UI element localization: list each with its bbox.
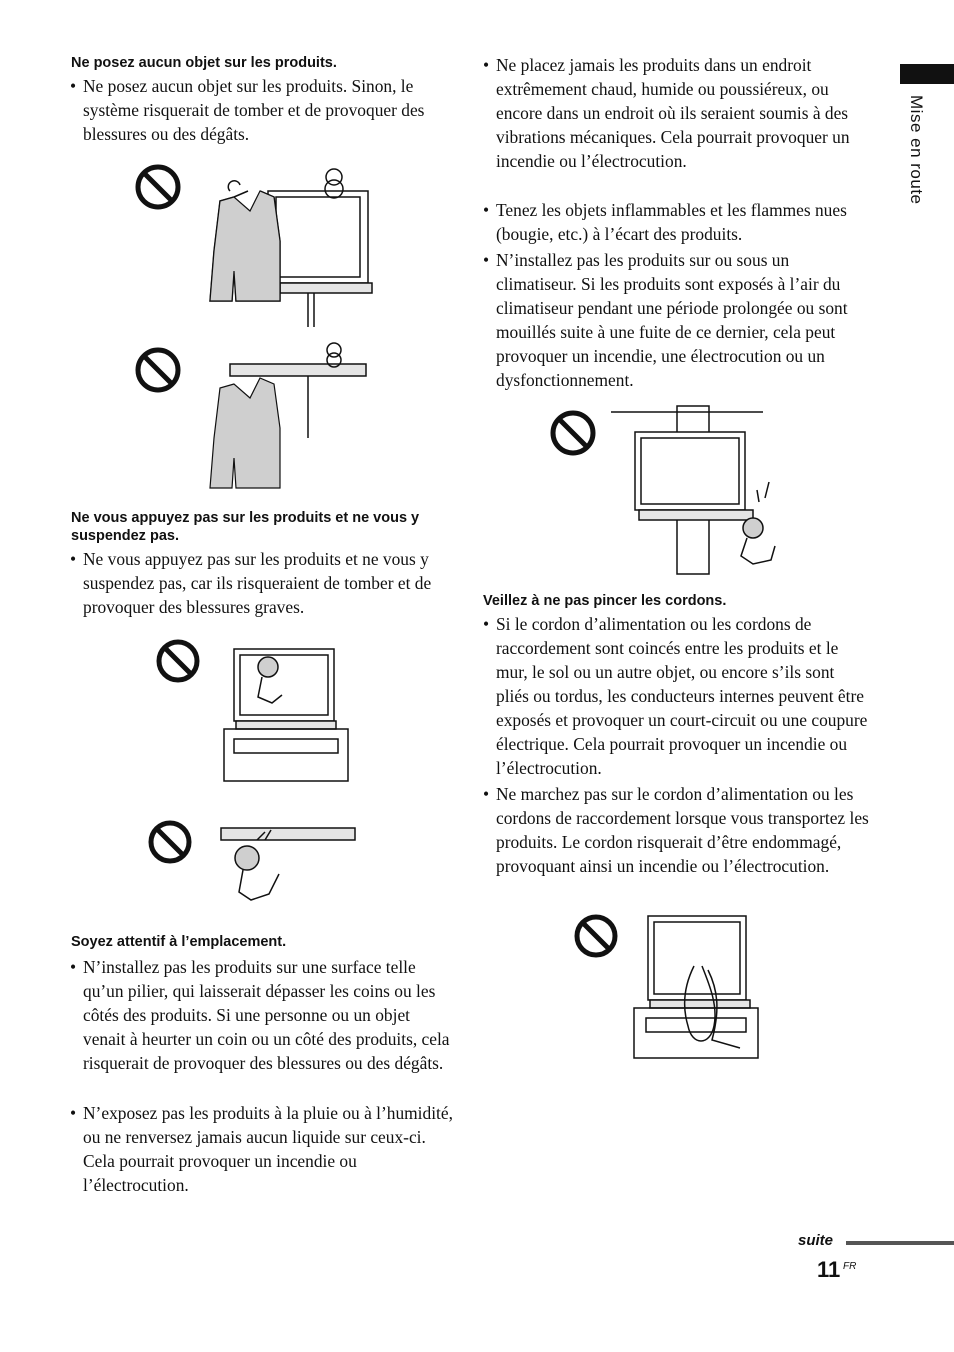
bullet-no-lean: • Ne vous appuyez pas sur les produits et ne vous y suspendez pas, car ils risqueraient de tomber et de provoquer des blessures graves. [70,547,456,619]
continued-bar [846,1241,954,1245]
section-tab-label: Mise en route [907,95,926,205]
bullet-air-conditioner: • N’installez pas les produits sur ou sous un climatiseur. Si les produits sont exposés à l’air du climatiseur pendant une période prolongée ou sont mouillés suite à une fuite de ce dernier, cela peut provoquer un incendie, une électrocution ou un dysfonctionnement. [483,248,869,392]
heading-no-lean: Ne vous appuyez pas sur les produits et ne vous y suspendez pas. [71,510,420,544]
illustration-tv-objects [130,155,390,335]
bullet-flammables: • Tenez les objets inflammables et les flammes nues (bougie, etc.) à l’écart des produits. [483,198,869,246]
heading-no-objects: Ne posez aucun objet sur les produits. [71,55,337,71]
prohibited-icon [138,167,178,207]
heading-location: Soyez attentif à l’emplacement. [71,934,287,950]
bullet-cords-step: • Ne marchez pas sur le cordon d’alimentation ou les cordons de raccordement lorsque vous transportez les produits. Le cordon risquerait d’être endommagé, provoquant ainsi un incendie ou l’électrocution. [483,782,869,878]
continued-label: suite [798,1232,834,1249]
bullet-heat-humidity: • Ne placez jamais les produits dans un endroit extrêmement chaud, humide ou poussiéreux, ou encore dans un endroit où ils seraient soumis à des vibrations mécaniques. Cela pourrait provoquer un incendie ou l’électrocution. [483,53,869,173]
bullet-cords-pinch: • Si le cordon d’alimentation ou les cordons de raccordement sont coincés entre les produits et le mur, le sol ou un autre objet, ou encore s’ils sont pliés ou tordus, les conducteurs internes peuvent être exposés et provoquer un court-circuit ou une coupure électrique. Cela pourrait provoquer un incendie ou l’électrocution. [483,612,869,780]
bullet-location-pillar: • N’installez pas les produits sur une surface telle qu’un pilier, qui laisserait dépasser les coins ou les côtés des produits. Si une personne ou un objet venait à heurter un coin ou un côté des produits, cela risquerait de provoquer des blessures ou des dégâts. [70,955,456,1075]
illustration-child-tv [150,635,370,795]
bullet-no-objects: • Ne posez aucun objet sur les produits. Sinon, le système risquerait de tomber et de provoquer des blessures ou des dégâts. [70,74,456,146]
bullet-location-rain: • N’exposez pas les produits à la pluie ou à l’humidité, ou ne renversez jamais aucun liquide sur ceux-ci. Cela pourrait provoquer un incendie ou l’électrocution. [70,1101,456,1197]
page-number: 11 [817,1257,841,1282]
illustration-bar-objects [130,338,390,498]
section-tab-marker [900,64,954,84]
page-number-suffix: FR [843,1261,857,1272]
illustration-cords [568,910,778,1065]
illustration-child-bar [145,818,375,913]
heading-cords: Veillez à ne pas pincer les cordons. [483,593,727,609]
illustration-pillar-bump [545,402,795,577]
